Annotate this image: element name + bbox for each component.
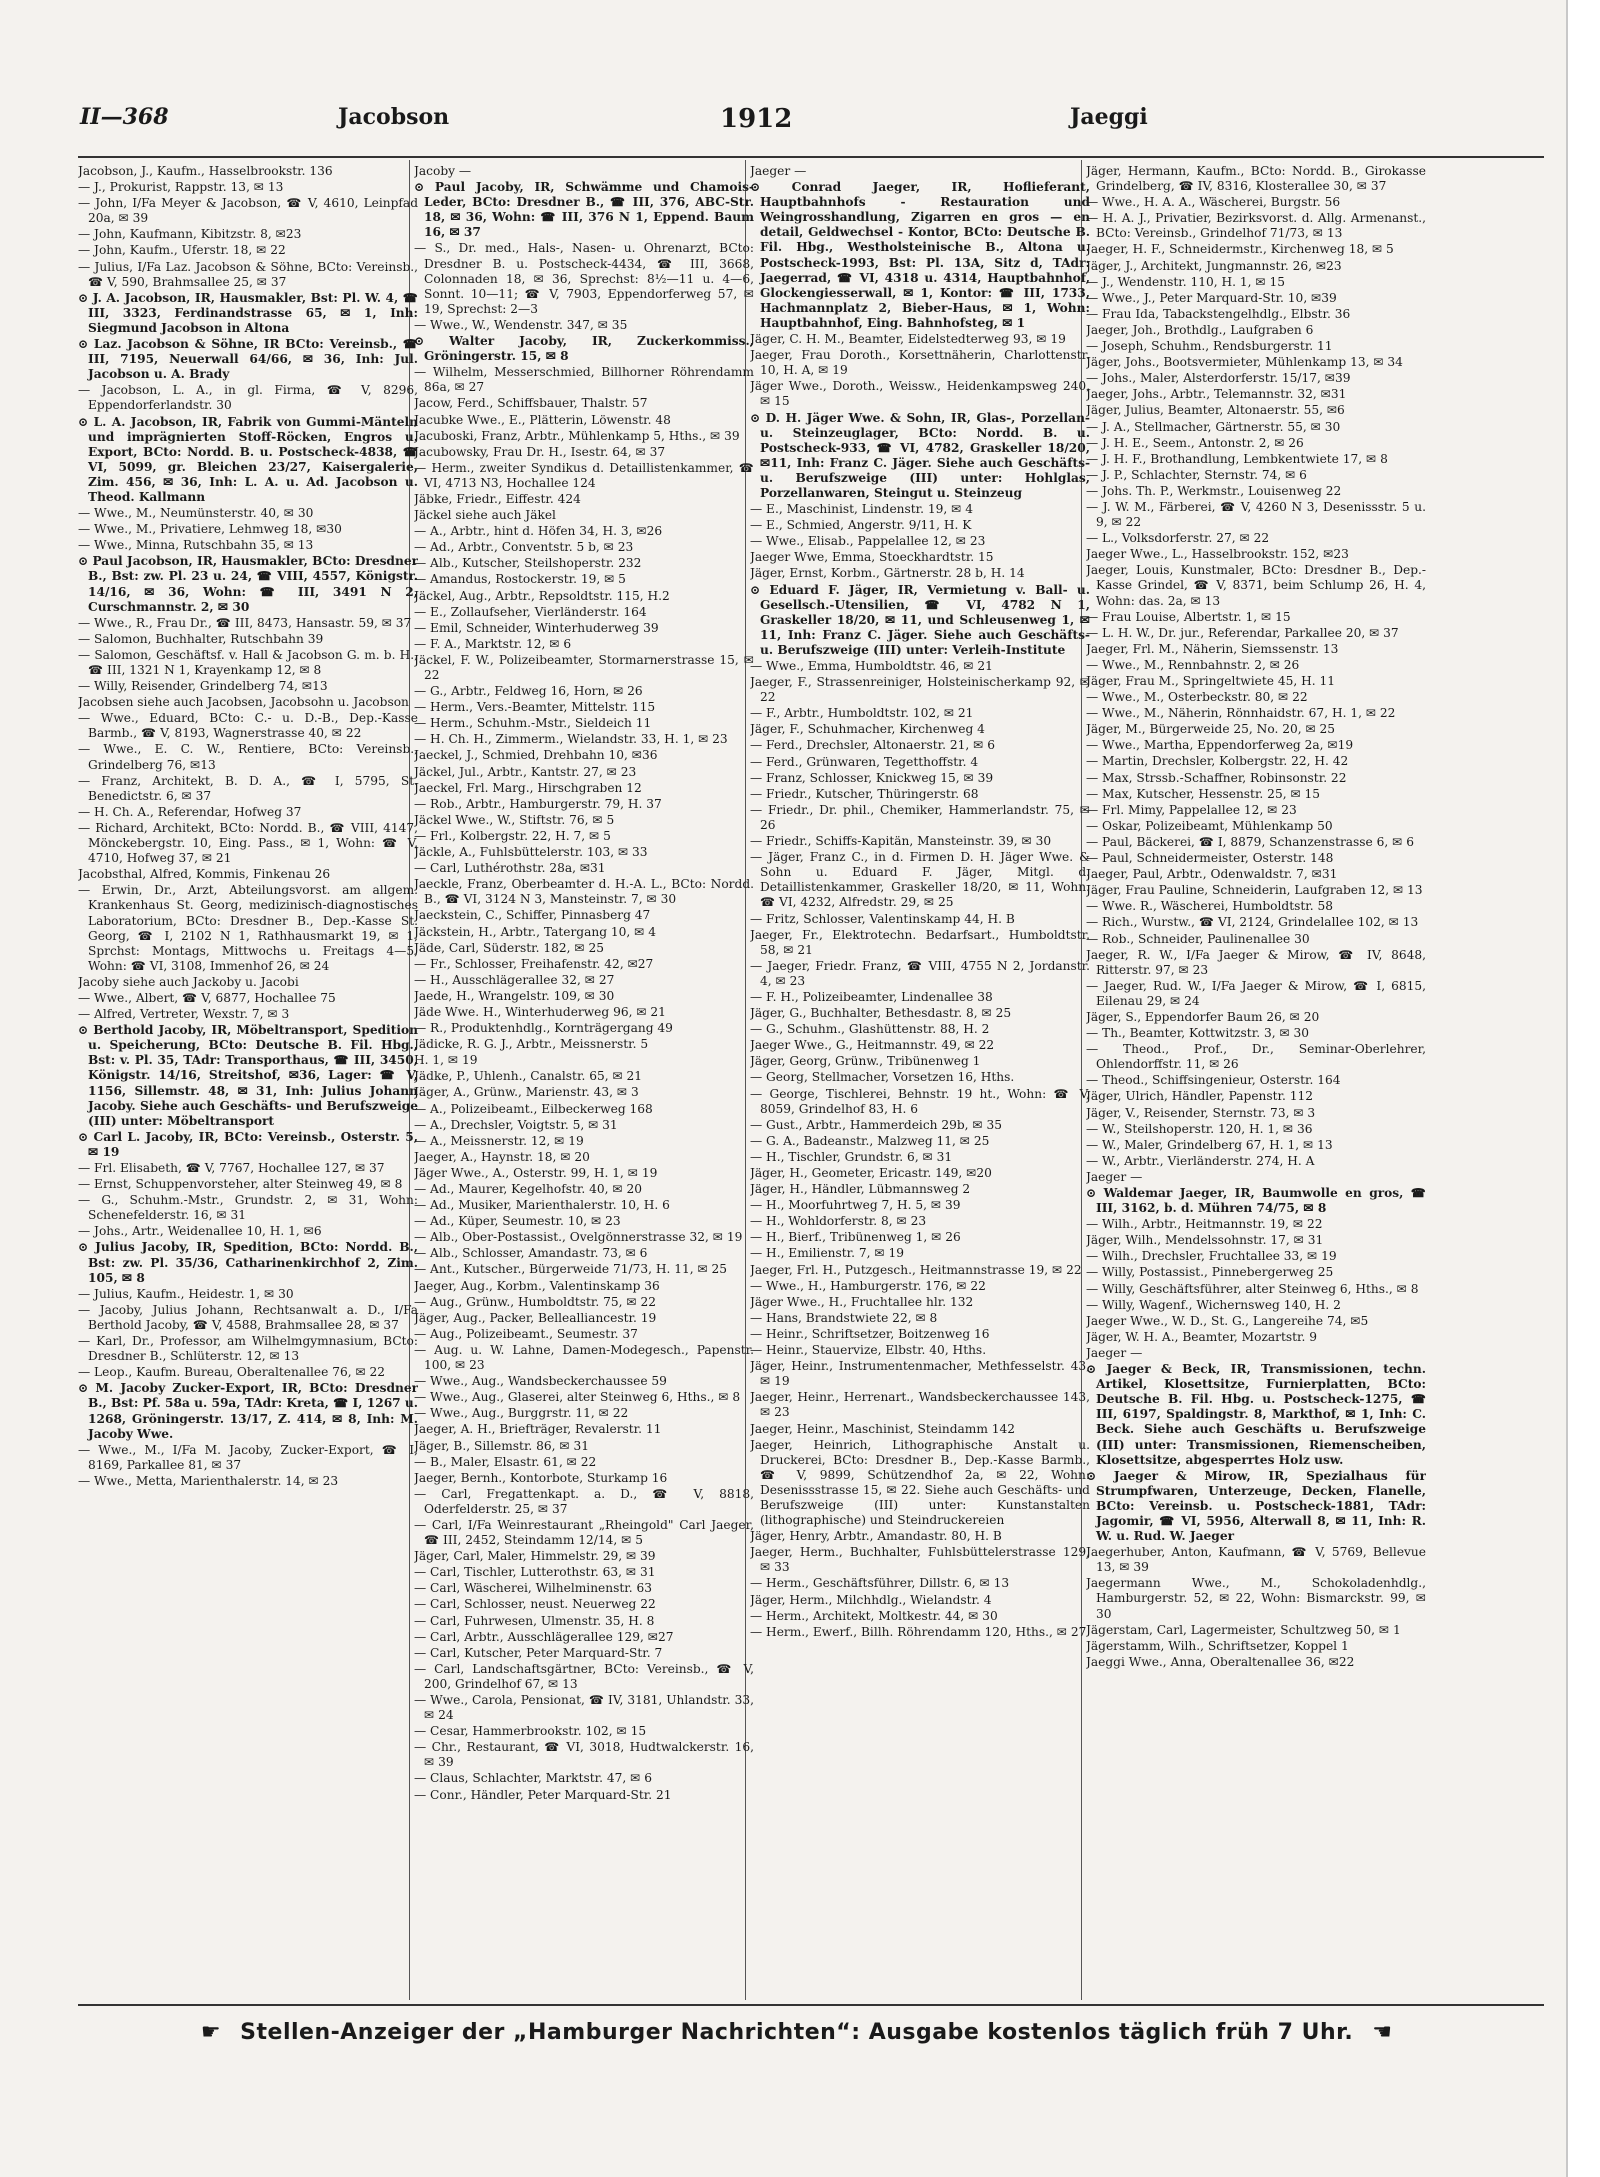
directory-entry: — Aug., Grünw., Humboldtstr. 75, ✉ 22 bbox=[414, 1294, 657, 1309]
directory-entry: — Cesar, Hammerbrookstr. 102, ✉ 15 bbox=[414, 1724, 647, 1739]
directory-entry: — Karl, Dr., Professor, am Wilhelmgymnasium, BCto: Dresdner B., Schlüterstr. 12, ✉ 13 bbox=[78, 1334, 418, 1364]
directory-entry: — A., Drechsler, Voigtstr. 5, ✉ 31 bbox=[414, 1117, 618, 1132]
directory-entry: — W., Arbtr., Vierländerstr. 274, H. A bbox=[1086, 1153, 1315, 1168]
directory-entry: — Joseph, Schuhm., Rendsburgerstr. 11 bbox=[1086, 339, 1333, 354]
directory-entry: Jacoby siehe auch Jackoby u. Jacobi bbox=[78, 974, 299, 989]
directory-entry: — Willy, Wagenf., Wichernsweg 140, H. 2 bbox=[1086, 1297, 1341, 1312]
directory-entry: — Ernst, Schuppenvorsteher, alter Steinweg 49, ✉ 8 bbox=[78, 1177, 403, 1192]
directory-entry: — Gust., Arbtr., Hammerdeich 29b, ✉ 35 bbox=[750, 1117, 1003, 1132]
directory-entry: Jacoby — bbox=[414, 164, 472, 178]
directory-entry: — Wwe., M., Osterbeckstr. 80, ✉ 22 bbox=[1086, 690, 1308, 705]
directory-entry: — R., Produktenhdlg., Kornträgergang 49 bbox=[414, 1021, 673, 1036]
directory-entry: — Heinr., Schriftsetzer, Boitzenweg 16 bbox=[750, 1326, 990, 1341]
directory-entry: — Julius, Kaufm., Heidestr. 1, ✉ 30 bbox=[78, 1286, 294, 1301]
directory-entry: ⊙ Laz. Jacobson & Söhne, IR BCto: Vereinsb., ☎ III, 7195, Neuerwall 64/66, ✉ 36, Inh: Jul. Jacobson u. A. Brady bbox=[78, 337, 418, 382]
directory-entry: — Frau Ida, Tabackstengelhdlg., Elbstr. 36 bbox=[1086, 306, 1351, 321]
directory-entry: Jäger, Wilh., Mendelssohnstr. 17, ✉ 31 bbox=[1086, 1233, 1324, 1248]
directory-entry: Jaeger, R. W., I/Fa Jaeger & Mirow, ☎ IV, 8648, Ritterstr. 97, ✉ 23 bbox=[1086, 947, 1426, 977]
directory-entry: — Wwe., M., Rennbahnstr. 2, ✉ 26 bbox=[1086, 657, 1300, 672]
directory-entry: — H., Bierf., Tribünenweg 1, ✉ 26 bbox=[750, 1230, 961, 1245]
directory-entry: Jäckstein, H., Arbtr., Tatergang 10, ✉ 4 bbox=[414, 924, 656, 939]
directory-entry: — Carl, Luthérothstr. 28a, ✉31 bbox=[414, 861, 606, 876]
directory-entry: — Ant., Kutscher., Bürgerweide 71/73, H. 11, ✉ 25 bbox=[414, 1262, 728, 1277]
directory-entry: ⊙ Conrad Jaeger, IR, Hoflieferant, Hauptbahnhofs - Restauration und Weingrosshandlung, Zigarren en gros — en detail, Geldwechsel - Kontor, BCto: Deutsche B. Fil. Hbg., Westholsteinische B., Altona u. Postscheck-1993, Bst: Pl. 13A, Sitz d, TAdr: Jaegerrad, ☎ VI, 4318 u. 4314, Hauptbahnhof, Glockengiesserwall, ✉ 1, Kontor: ☎ III, 1733, Hachmannplatz 2, Bieber-Haus, ✉ 1, Wohn: Hauptbahnhof, Eing. Bahnhofsteg, ✉ 1 bbox=[750, 180, 1090, 330]
directory-entry: — Martin, Drechsler, Kolbergstr. 22, H. 42 bbox=[1086, 754, 1349, 769]
directory-entry: ⊙ Eduard F. Jäger, IR, Vermietung v. Ball- u. Gesellsch.-Utensilien, ☎ VI, 4782 N 1, Graskeller 18/20, ✉ 11, und Schleusenweg 1, ✉ 11, Inh: Franz C. Jäger. Siehe auch Geschäfts- u. Berufszweige (III) unter: Verleih-Institute bbox=[750, 582, 1090, 657]
directory-entry: — Wwe., Metta, Marienthalerstr. 14, ✉ 23 bbox=[78, 1473, 339, 1488]
header-rule bbox=[78, 156, 1544, 158]
directory-entry: — Wwe., Minna, Rutschbahn 35, ✉ 13 bbox=[78, 538, 314, 553]
directory-entry: — Julius, I/Fa Laz. Jacobson & Söhne, BCto: Vereinsb., ☎ V, 590, Brahmsallee 25, ✉ 37 bbox=[78, 259, 418, 289]
directory-entry: Jägerstam, Carl, Lagermeister, Schultzweg 50, ✉ 1 bbox=[1086, 1622, 1401, 1637]
directory-entry: — Franz, Schlosser, Knickweg 15, ✉ 39 bbox=[750, 770, 994, 785]
last-name-heading: Jaeggi bbox=[1070, 104, 1148, 130]
directory-entry: — Fr., Schlosser, Freihafenstr. 42, ✉27 bbox=[414, 956, 654, 971]
directory-entry: — Claus, Schlachter, Marktstr. 47, ✉ 6 bbox=[414, 1771, 652, 1786]
directory-entry: — Paul, Schneidermeister, Osterstr. 148 bbox=[1086, 851, 1334, 866]
directory-entry: — Carl, Schlosser, neust. Neuerweg 22 bbox=[414, 1597, 656, 1612]
directory-entry: Jäger, H., Geometer, Ericastr. 149, ✉20 bbox=[750, 1166, 992, 1180]
directory-entry: ⊙ Paul Jacoby, IR, Schwämme und Chamois-Leder, BCto: Dresdner B., ☎ III, 376, ABC-Str. 18, ✉ 36, Wohn: ☎ III, 376 N 1, Eppend. Baum 16, ✉ 37 bbox=[414, 180, 754, 240]
directory-entry: — Willy, Postassist., Pinnebergerweg 25 bbox=[1086, 1265, 1334, 1280]
directory-entry: Jäger, Frau Pauline, Schneiderin, Laufgraben 12, ✉ 13 bbox=[1086, 883, 1423, 898]
footer-rule bbox=[78, 2004, 1544, 2006]
directory-entry: Jaeckel, Frl. Marg., Hirschgraben 12 bbox=[414, 780, 642, 795]
pointing-hand-right-icon: ☛ bbox=[200, 2020, 222, 2045]
directory-entry: Jacuboski, Franz, Arbtr., Mühlenkamp 5, Hths., ✉ 39 bbox=[414, 428, 740, 443]
directory-column-4 bbox=[1086, 164, 1426, 1994]
directory-entry: ⊙ M. Jacoby Zucker-Export, IR, BCto: Dresdner B., Bst: Pf. 58a u. 59a, TAdr: Kreta, ☎ I, 1267 u. 1268, Gröningerstr. 13/17, Z. 414, ✉ 8, Inh: M. Jacoby Wwe. bbox=[78, 1381, 418, 1441]
directory-entry: — Wwe., Albert, ☎ V, 6877, Hochallee 75 bbox=[78, 990, 336, 1005]
directory-entry: Jäger Wwe., Doroth., Weissw., Heidenkampsweg 240, ✉ 15 bbox=[750, 379, 1090, 409]
directory-entry: Jädicke, R. G. J., Arbtr., Meissnerstr. 5 bbox=[414, 1037, 649, 1052]
directory-entry: Jacubke Wwe., E., Plätterin, Löwenstr. 48 bbox=[414, 412, 671, 427]
directory-entry: Jaegerhuber, Anton, Kaufmann, ☎ V, 5769, Bellevue 13, ✉ 39 bbox=[1086, 1545, 1426, 1575]
directory-entry: — A., Meissnerstr. 12, ✉ 19 bbox=[414, 1133, 584, 1148]
directory-entry: — Erwin, Dr., Arzt, Abteilungsvorst. am allgem. Krankenhaus St. Georg, medizinisch-diagnostisches Laboratorium, BCto: Dresdner B., Dep.-Kasse St. Georg, ☎ I, 2102 N 1, Rathhausmarkt 19, ✉ 1, Sprchst: Montags, Mittwochs u. Freitags 4—5, Wohn: ☎ VI, 3108, Immenhof 26, ✉ 24 bbox=[78, 883, 418, 973]
directory-entry: — Rob., Arbtr., Hamburgerstr. 79, H. 37 bbox=[414, 796, 662, 811]
directory-entry: — Conr., Händler, Peter Marquard-Str. 21 bbox=[414, 1787, 672, 1802]
directory-entry: — Max, Strssb.-Schaffner, Robinsonstr. 22 bbox=[1086, 770, 1347, 785]
directory-entry: — F. A., Marktstr. 12, ✉ 6 bbox=[414, 636, 572, 651]
directory-entry: — Johs., Artr., Weidenallee 10, H. 1, ✉6 bbox=[78, 1224, 322, 1239]
directory-entry: ⊙ L. A. Jacobson, IR, Fabrik von Gummi-Mänteln und imprägnierten Stoff-Röcken, Engros u. Export, BCto: Nordd. B. u. Postscheck-4838, ☎ VI, 5099, gr. Bleichen 23/27, Kaisergalerie, Zim. 456, ✉ 36, Inh: L. A. u. Ad. Jacobson u. Theod. Kallmann bbox=[78, 414, 418, 504]
directory-entry: — Carl, Fuhrwesen, Ulmenstr. 35, H. 8 bbox=[414, 1613, 655, 1628]
directory-entry: Jaeger, F., Strassenreiniger, Holsteinischerkamp 92, ✉ 22 bbox=[750, 675, 1090, 705]
directory-entry: — Willy, Reisender, Grindelberg 74, ✉13 bbox=[78, 679, 328, 694]
directory-entry: — Wilh., Drechsler, Fruchtallee 33, ✉ 19 bbox=[1086, 1249, 1337, 1264]
directory-entry: — Jäger, Franz C., in d. Firmen D. H. Jäger Wwe. & Sohn u. Eduard F. Jäger, Mitgl. d. Detaillistenkammer, Graskeller 18/20, ✉ 11, Wohn. ☎ VI, 4232, Alfredstr. 29, ✉ 25 bbox=[750, 850, 1090, 910]
directory-entry: — Wwe., Aug., Burggrstr. 11, ✉ 22 bbox=[414, 1406, 629, 1421]
directory-entry: — Wwe., H. A. A., Wäscherei, Burgstr. 56 bbox=[1086, 195, 1341, 210]
directory-entry: — Wilhelm, Messerschmied, Billhorner Röhrendamm 86a, ✉ 27 bbox=[414, 365, 754, 395]
directory-entry: Jäger, Carl, Maler, Himmelstr. 29, ✉ 39 bbox=[414, 1549, 656, 1564]
directory-entry: — Hans, Brandstwiete 22, ✉ 8 bbox=[750, 1310, 938, 1325]
directory-entry: — Ferd., Grünwaren, Tegetthoffstr. 4 bbox=[750, 754, 979, 769]
directory-entry: — E., Maschinist, Lindenstr. 19, ✉ 4 bbox=[750, 502, 973, 517]
directory-entry: — Ad., Küper, Seumestr. 10, ✉ 23 bbox=[414, 1214, 621, 1229]
directory-entry: Jäger, F., Schuhmacher, Kirchenweg 4 bbox=[750, 722, 985, 737]
directory-entry: Jäger, Julius, Beamter, Altonaerstr. 55, ✉6 bbox=[1086, 403, 1345, 418]
directory-entry: Jäger Wwe., H., Fruchtallee hlr. 132 bbox=[750, 1294, 974, 1309]
directory-entry: — Franz, Architekt, B. D. A., ☎ I, 5795, St. Benedictstr. 6, ✉ 37 bbox=[78, 773, 418, 803]
directory-entry: Jacobsen siehe auch Jacobsen, Jacobsohn u. Jacobson bbox=[78, 695, 409, 710]
directory-entry: — Wwe., Eduard, BCto: C.- u. D.-B., Dep.-Kasse Barmb., ☎ V, 8193, Wagnerstrasse 40, ✉ 22 bbox=[78, 711, 418, 741]
directory-entry: — Johs., Maler, Alsterdorferstr. 15/17, ✉39 bbox=[1086, 371, 1351, 386]
directory-entry: Jäger, V., Reisender, Sternstr. 73, ✉ 3 bbox=[1086, 1105, 1316, 1120]
directory-entry: — Wwe., M., Privatiere, Lehmweg 18, ✉30 bbox=[78, 522, 342, 537]
directory-entry: Jaeger, Bernh., Kontorbote, Sturkamp 16 bbox=[414, 1470, 668, 1485]
directory-entry: — E., Zollaufseher, Vierländerstr. 164 bbox=[414, 604, 647, 619]
directory-entry: — H., Moorfuhrtweg 7, H. 5, ✉ 39 bbox=[750, 1198, 961, 1213]
directory-entry: Jaeger, Fr., Elektrotechn. Bedarfsart., Humboldtstr. 58, ✉ 21 bbox=[750, 927, 1090, 957]
directory-entry: — Alb., Ober-Postassist., Ovelgönnerstrasse 32, ✉ 19 bbox=[414, 1230, 743, 1245]
directory-entry: Jäger, Herm., Milchhdlg., Wielandstr. 4 bbox=[750, 1592, 992, 1607]
directory-entry: — Wwe., R., Frau Dr., ☎ III, 8473, Hansastr. 59, ✉ 37 bbox=[78, 615, 412, 630]
directory-entry: Jäger, Frau M., Springeltwiete 45, H. 11 bbox=[1086, 674, 1335, 688]
directory-entry: — Wwe. R., Wäscherei, Humboldtstr. 58 bbox=[1086, 899, 1334, 914]
directory-entry: — Fritz, Schlosser, Valentinskamp 44, H. B bbox=[750, 911, 1015, 926]
directory-entry: ⊙ Berthold Jacoby, IR, Möbeltransport, Spedition u. Speicherung, BCto: Deutsche B. Fil. Hbg., Bst: v. Pl. 35, TAdr: Transporthaus, ☎ III, 3450, Königstr. 14/16, Streitshof, ✉36, Lager: ☎ V, 1156, Sillemstr. 48, ✉ 31, Inh: Julius Johann Jacoby. Siehe auch Geschäfts- und Berufszweige (III) unter: Möbeltransport bbox=[78, 1023, 418, 1128]
directory-entry: — Herm., Geschäftsführer, Dillstr. 6, ✉ 13 bbox=[750, 1576, 1010, 1591]
directory-entry: Jägerstamm, Wilh., Schriftsetzer, Koppel 1 bbox=[1086, 1638, 1349, 1653]
directory-entry: ⊙ J. A. Jacobson, IR, Hausmakler, Bst: Pl. W. 4, ☎ III, 3323, Ferdinandstrasse 65, ✉ 1, Inh: Siegmund Jacobson in Altona bbox=[78, 290, 418, 335]
directory-entry: Jäger Wwe., A., Osterstr. 99, H. 1, ✉ 19 bbox=[414, 1165, 658, 1180]
directory-entry: Jaeger Wwe., G., Heitmannstr. 49, ✉ 22 bbox=[750, 1038, 995, 1053]
directory-entry: Jäger, Georg, Grünw., Tribünenweg 1 bbox=[750, 1054, 981, 1069]
directory-entry: — Rob., Schneider, Paulinenallee 30 bbox=[1086, 931, 1310, 946]
directory-entry: — Wwe., Aug., Wandsbeckerchaussee 59 bbox=[414, 1374, 667, 1389]
directory-entry: — H., Ausschlägerallee 32, ✉ 27 bbox=[414, 972, 615, 987]
directory-entry: — Herm., Architekt, Moltkestr. 44, ✉ 30 bbox=[750, 1608, 998, 1623]
pointing-hand-left-icon: ☚ bbox=[1372, 2020, 1393, 2045]
directory-entry: Jäckel Wwe., W., Stiftstr. 76, ✉ 5 bbox=[414, 812, 615, 827]
directory-entry: — Wwe., M., I/Fa M. Jacoby, Zucker-Export, ☎ I, 8169, Parkallee 81, ✉ 37 bbox=[78, 1442, 418, 1472]
directory-entry: — Ad., Maurer, Kegelhofstr. 40, ✉ 20 bbox=[414, 1182, 642, 1196]
directory-entry: Jaeckle, Franz, Oberbeamter d. H.-A. L., BCto: Nordd. B., ☎ VI, 3124 N 3, Mansteinstr. 7, ✉ 30 bbox=[414, 877, 754, 907]
directory-entry: Jacobsthal, Alfred, Kommis, Finkenau 26 bbox=[78, 867, 331, 882]
directory-entry: — Georg, Stellmacher, Vorsetzen 16, Hths. bbox=[750, 1070, 1015, 1085]
directory-entry: ⊙ Waldemar Jaeger, IR, Baumwolle en gros, ☎ III, 3162, b. d. Mühren 74/75, ✉ 8 bbox=[1086, 1186, 1426, 1216]
directory-entry: — Wilh., Arbtr., Heitmannstr. 19, ✉ 22 bbox=[1086, 1217, 1323, 1232]
directory-entry: — Friedr., Schiffs-Kapitän, Mansteinstr. 39, ✉ 30 bbox=[750, 834, 1052, 849]
directory-entry: — L. H. W., Dr. jur., Referendar, Parkallee 20, ✉ 37 bbox=[1086, 625, 1399, 640]
directory-entry: Jaede, H., Wrangelstr. 109, ✉ 30 bbox=[414, 988, 615, 1003]
directory-entry: Jacow, Ferd., Schiffsbauer, Thalstr. 57 bbox=[414, 396, 648, 411]
directory-entry: — Frl., Kolbergstr. 22, H. 7, ✉ 5 bbox=[414, 828, 611, 843]
directory-entry: Jäger, Ulrich, Händler, Papenstr. 112 bbox=[1086, 1089, 1314, 1104]
directory-entry: — Carl, Landschaftsgärtner, BCto: Vereinsb., ☎ V, 200, Grindelhof 67, ✉ 13 bbox=[414, 1661, 754, 1691]
directory-entry: ⊙ Walter Jacoby, IR, Zuckerkommiss., Gröningerstr. 15, ✉ 8 bbox=[414, 334, 754, 364]
directory-entry: — Aug., Polizeibeamt., Seumestr. 37 bbox=[414, 1326, 638, 1341]
directory-entry: — Wwe., M., Neumünsterstr. 40, ✉ 30 bbox=[78, 506, 314, 521]
directory-entry: Jaeger, Herm., Buchhalter, Fuhlsbüttelerstrasse 129, ✉ 33 bbox=[750, 1545, 1090, 1575]
directory-entry: — J., Wendenstr. 110, H. 1, ✉ 15 bbox=[1086, 274, 1285, 289]
directory-entry: — A., Arbtr., hint d. Höfen 34, H. 3, ✉26 bbox=[414, 524, 663, 539]
directory-entry: Jäde, Carl, Süderstr. 182, ✉ 25 bbox=[414, 940, 605, 955]
directory-entry: — J. P., Schlachter, Sternstr. 74, ✉ 6 bbox=[1086, 467, 1307, 482]
directory-entry: — Herm., zweiter Syndikus d. Detaillistenkammer, ☎ VI, 4713 N3, Hochallee 124 bbox=[414, 460, 754, 490]
first-name-heading: Jacobson bbox=[338, 104, 450, 130]
directory-entry: — Carl, Tischler, Lutterothstr. 63, ✉ 31 bbox=[414, 1565, 656, 1580]
advert-text: Stellen-Anzeiger der „Hamburger Nachrichten“: Ausgabe kostenlos täglich früh 7 Uhr. bbox=[240, 2020, 1354, 2045]
directory-entry: Jaeger, H. F., Schneidermstr., Kirchenweg 18, ✉ 5 bbox=[1086, 242, 1394, 257]
directory-entry: — H. Ch. H., Zimmerm., Wielandstr. 33, H. 1, ✉ 23 bbox=[414, 732, 728, 747]
directory-entry: — Ad., Musiker, Marienthalerstr. 10, H. 6 bbox=[414, 1198, 670, 1213]
directory-entry: — F. H., Polizeibeamter, Lindenallee 38 bbox=[750, 989, 993, 1004]
directory-entry: Jaeger, Joh., Brothdlg., Laufgraben 6 bbox=[1086, 322, 1314, 337]
directory-entry: — Herm., Vers.-Beamter, Mittelstr. 115 bbox=[414, 700, 656, 715]
directory-entry: Jaeger, Johs., Arbtr., Telemannstr. 32, ✉31 bbox=[1086, 387, 1347, 402]
directory-entry: Jaeger — bbox=[750, 164, 807, 178]
directory-entry: — J., Prokurist, Rappstr. 13, ✉ 13 bbox=[78, 180, 284, 195]
directory-entry: Jäger, J., Architekt, Jungmannstr. 26, ✉23 bbox=[1086, 258, 1342, 273]
directory-entry: — Carl, I/Fa Weinrestaurant „Rheingold" Carl Jaeger, ☎ III, 2452, Steindamm 12/14, ✉ 5 bbox=[414, 1517, 754, 1548]
directory-entry: Jäger, M., Bürgerweide 25, No. 20, ✉ 25 bbox=[1086, 722, 1336, 737]
directory-entry: — Rich., Wurstw., ☎ VI, 2124, Grindelallee 102, ✉ 13 bbox=[1086, 915, 1419, 930]
directory-entry: ⊙ Paul Jacobson, IR, Hausmakler, BCto: Dresdner B., Bst: zw. Pl. 23 u. 24, ☎ VIII, 4557, Königstr. 14/16, ✉ 36, Wohn: ☎ III, 3491 N 2, Curschmannstr. 2, ✉ 30 bbox=[78, 554, 418, 614]
directory-entry: — J. A., Stellmacher, Gärtnerstr. 55, ✉ 30 bbox=[1086, 419, 1341, 434]
directory-entry: — Amandus, Rostockerstr. 19, ✉ 5 bbox=[414, 572, 626, 587]
directory-entry: Jädke, P., Uhlenh., Canalstr. 65, ✉ 21 bbox=[414, 1069, 643, 1084]
directory-entry: Jaeger, Aug., Korbm., Valentinskamp 36 bbox=[414, 1278, 660, 1293]
directory-entry: Jacubowsky, Frau Dr. H., Isestr. 64, ✉ 37 bbox=[414, 444, 666, 459]
directory-column-3 bbox=[750, 164, 1090, 1994]
directory-entry: — W., Steilshoperstr. 120, H. 1, ✉ 36 bbox=[1086, 1121, 1313, 1136]
directory-entry: — G., Schuhm., Glashüttenstr. 88, H. 2 bbox=[750, 1022, 990, 1037]
directory-entry: — Paul, Bäckerei, ☎ I, 8879, Schanzenstrasse 6, ✉ 6 bbox=[1086, 834, 1414, 849]
directory-entry: — Aug. u. W. Lahne, Damen-Modegesch., Papenstr. 100, ✉ 23 bbox=[414, 1342, 754, 1373]
directory-entry: Jäger, Johs., Bootsvermieter, Mühlenkamp 13, ✉ 34 bbox=[1086, 355, 1403, 370]
directory-entry: Jäckel, Jul., Arbtr., Kantstr. 27, ✉ 23 bbox=[414, 764, 637, 779]
directory-entry: Jäde Wwe. H., Winterhuderweg 96, ✉ 21 bbox=[414, 1004, 666, 1019]
directory-entry: Jäger, Ernst, Korbm., Gärtnerstr. 28 b, H. 14 bbox=[750, 566, 1025, 581]
directory-entry: Jaeger, Frl. M., Näherin, Siemssenstr. 13 bbox=[1086, 641, 1339, 656]
directory-entry: — Max, Kutscher, Hessenstr. 25, ✉ 15 bbox=[1086, 786, 1321, 801]
directory-entry: — Johs. Th. P., Werkmstr., Louisenweg 22 bbox=[1086, 483, 1342, 498]
year-heading: 1912 bbox=[720, 104, 793, 134]
directory-entry: — Friedr., Dr. phil., Chemiker, Hammerlandstr. 75, ✉ 26 bbox=[750, 802, 1090, 832]
directory-entry: Jaeger, Louis, Kunstmaler, BCto: Dresdner B., Dep.-Kasse Grindel, ☎ V, 8371, beim Schlump 26, H. 4, Wohn: das. 2a, ✉ 13 bbox=[1086, 563, 1426, 608]
directory-entry: — Wwe., M., Näherin, Rönnhaidstr. 67, H. 1, ✉ 22 bbox=[1086, 706, 1396, 721]
directory-entry: Jaeger, Heinrich, Lithographische Anstalt u. Druckerei, BCto: Dresdner B., Dep.-Kasse Barmb., ☎ V, 9899, Schützendhof 2a, ✉ 22, Wohn: Desenissstrasse 15, ✉ 22. Siehe auch Geschäfts- und Berufszweige (III) unter: Kunstanstalten (lithographische) und Steindruckereien bbox=[750, 1437, 1090, 1528]
directory-entry: — A., Polizeibeamt., Eilbeckerweg 168 bbox=[414, 1101, 653, 1116]
directory-entry: — Alb., Kutscher, Steilshoperstr. 232 bbox=[414, 556, 642, 571]
directory-entry: — Wwe., H., Hamburgerstr. 176, ✉ 22 bbox=[750, 1278, 986, 1293]
directory-entry: — G., Arbtr., Feldweg 16, Horn, ✉ 26 bbox=[414, 684, 643, 699]
directory-entry: — Herm., Schuhm.-Mstr., Sieldeich 11 bbox=[414, 716, 652, 731]
directory-entry: — Frl. Mimy, Pappelallee 12, ✉ 23 bbox=[1086, 802, 1297, 817]
directory-entry: — Wwe., J., Peter Marquard-Str. 10, ✉39 bbox=[1086, 290, 1337, 305]
directory-entry: — Salomon, Geschäftsf. v. Hall & Jacobson G. m. b. H., ☎ III, 1321 N 1, Krayenkamp 12, ✉ 8 bbox=[78, 647, 418, 677]
directory-entry: Jäckel, Aug., Arbtr., Repsoldtstr. 115, H.2 bbox=[414, 588, 670, 603]
directory-entry: Jaeger, Paul, Arbtr., Odenwaldstr. 7, ✉31 bbox=[1086, 867, 1338, 882]
directory-entry: Jacobson, J., Kaufm., Hasselbrookstr. 136 bbox=[78, 164, 333, 178]
directory-entry: Jaeger — bbox=[1086, 1169, 1143, 1184]
directory-entry: Jaeger, A., Haynstr. 18, ✉ 20 bbox=[414, 1149, 590, 1164]
directory-entry: — S., Dr. med., Hals-, Nasen- u. Ohrenarzt, BCto: Dresdner B. u. Postscheck-4434, ☎ III, 3668, Colonnaden 18, ✉ 36, Sprechst: 8½—11 u. 4—6, Sonnt. 10—11; ☎ V, 7903, Eppendorferweg 57, ✉ 19, Sprechst: 2—3 bbox=[414, 241, 754, 316]
directory-entry: — F., Arbtr., Humboldtstr. 102, ✉ 21 bbox=[750, 706, 974, 721]
directory-entry: — Ad., Arbtr., Conventstr. 5 b, ✉ 23 bbox=[414, 540, 634, 555]
directory-entry: ⊙ Jaeger & Mirow, IR, Spezialhaus für Strumpfwaren, Unterzeuge, Decken, Flanelle, BCto: Vereinsb. u. Postscheck-1881, TAdr: Jagomir, ☎ VI, 5956, Alterwall 8, ✉ 11, Inh: R. W. u. Rud. W. Jaeger bbox=[1086, 1468, 1426, 1544]
directory-entry: — J. H. F., Brothandlung, Lembkentwiete 17, ✉ 8 bbox=[1086, 451, 1388, 466]
directory-entry: — Alfred, Vertreter, Wexstr. 7, ✉ 3 bbox=[78, 1007, 290, 1022]
directory-entry: Jäger, C. H. M., Beamter, Eidelstedterweg 93, ✉ 19 bbox=[750, 332, 1066, 347]
directory-entry: Jäckel siehe auch Jäkel bbox=[414, 508, 556, 523]
directory-entry: H. 1, ✉ 19 bbox=[414, 1053, 478, 1068]
directory-entry: Jäbke, Friedr., Eiffestr. 424 bbox=[414, 491, 581, 506]
directory-entry: — Friedr., Kutscher, Thüringerstr. 68 bbox=[750, 786, 979, 801]
directory-entry: Jaeger, Heinr., Maschinist, Steindamm 142 bbox=[750, 1421, 1016, 1436]
directory-entry: Jaeger Wwe., W. D., St. G., Langereihe 74, ✉5 bbox=[1086, 1313, 1369, 1328]
directory-entry: — H., Wohldorferstr. 8, ✉ 23 bbox=[750, 1214, 927, 1229]
directory-entry: — H., Emilienstr. 7, ✉ 19 bbox=[750, 1246, 905, 1261]
directory-entry: ⊙ Julius Jacoby, IR, Spedition, BCto: Nordd. B., Bst: zw. Pl. 35/36, Catharinenkirchhof 2, Zim. 105, ✉ 8 bbox=[78, 1240, 418, 1285]
directory-entry: — Wwe., Elisab., Pappelallee 12, ✉ 23 bbox=[750, 534, 986, 549]
advert-footer bbox=[190, 2020, 1450, 2045]
directory-entry: Jäckle, A., Fuhlsbüttelerstr. 103, ✉ 33 bbox=[414, 845, 648, 860]
directory-entry: — B., Maler, Elsastr. 61, ✉ 22 bbox=[414, 1454, 597, 1469]
directory-entry: Jäger, Hermann, Kaufm., BCto: Nordd. B., Girokasse Grindelberg, ☎ IV, 8316, Klosterallee 30, ✉ 37 bbox=[1086, 164, 1426, 194]
directory-entry: — John, I/Fa Meyer & Jacobson, ☎ V, 4610, Leinpfad 20a, ✉ 39 bbox=[78, 196, 418, 226]
directory-entry: — Alb., Schlosser, Amandastr. 73, ✉ 6 bbox=[414, 1246, 648, 1261]
directory-entry: Jäger, W. H. A., Beamter, Mozartstr. 9 bbox=[1086, 1329, 1318, 1344]
directory-entry: — Jaeger, Rud. W., I/Fa Jaeger & Mirow, ☎ I, 6815, Eilenau 29, ✉ 24 bbox=[1086, 978, 1426, 1008]
directory-entry: — E., Schmied, Angerstr. 9/11, H. K bbox=[750, 518, 972, 533]
directory-entry: Jaeckel, J., Schmied, Drehbahn 10, ✉36 bbox=[414, 748, 658, 763]
page-number: II—368 bbox=[80, 104, 169, 130]
directory-entry: — John, Kaufm., Uferstr. 18, ✉ 22 bbox=[78, 243, 286, 258]
page-header bbox=[80, 104, 1540, 140]
directory-entry: Jaegermann Wwe., M., Schokoladenhdlg., Hamburgerstr. 52, ✉ 22, Wohn: Bismarckstr. 99, ✉ 30 bbox=[1086, 1576, 1426, 1621]
directory-entry: — H., Tischler, Grundstr. 6, ✉ 31 bbox=[750, 1149, 953, 1164]
directory-entry: Jäger, S., Eppendorfer Baum 26, ✉ 20 bbox=[1086, 1009, 1320, 1024]
directory-entry: Jaeger Wwe., L., Hasselbrookstr. 152, ✉23 bbox=[1086, 547, 1349, 562]
directory-entry: — Frau Louise, Albertstr. 1, ✉ 15 bbox=[1086, 609, 1291, 624]
directory-entry: — L., Volksdorferstr. 27, ✉ 22 bbox=[1086, 531, 1270, 546]
directory-entry: — W., Maler, Grindelberg 67, H. 1, ✉ 13 bbox=[1086, 1137, 1333, 1152]
directory-entry: Jaeger, A. H., Briefträger, Revalerstr. 11 bbox=[414, 1422, 662, 1437]
directory-entry: Jaeckstein, C., Schiffer, Pinnasberg 47 bbox=[414, 908, 651, 923]
directory-entry: — Leop., Kaufm. Bureau, Oberaltenallee 76, ✉ 22 bbox=[78, 1365, 386, 1380]
directory-entry: — Theod., Prof., Dr., Seminar-Oberlehrer, Ohlendorffstr. 11, ✉ 26 bbox=[1086, 1042, 1426, 1072]
directory-entry: — Emil, Schneider, Winterhuderweg 39 bbox=[414, 620, 659, 635]
directory-entry: — Willy, Geschäftsführer, alter Steinweg 6, Hths., ✉ 8 bbox=[1086, 1281, 1419, 1296]
directory-column-1 bbox=[78, 164, 418, 1994]
directory-entry: — G., Schuhm.-Mstr., Grundstr. 2, ✉ 31, Wohn: Schenefelderstr. 16, ✉ 31 bbox=[78, 1193, 418, 1223]
directory-entry: Jäger, Heinr., Instrumentenmacher, Methfesselstr. 43, ✉ 19 bbox=[750, 1359, 1090, 1389]
directory-entry: — Richard, Architekt, BCto: Nordd. B., ☎ VIII, 4147, Mönckebergstr. 10, Eing. Pass., ✉ 1, Wohn: ☎ V, 4710, Hofweg 37, ✉ 21 bbox=[78, 820, 418, 866]
directory-entry: ⊙ D. H. Jäger Wwe. & Sohn, IR, Glas-, Porzellan- u. Steinzeuglager, BCto: Nordd. B. u. Postscheck-933, ☎ VI, 4782, Graskeller 18/20, ✉11, Inh: Franz C. Jäger. Siehe auch Geschäfts- u. Berufszweige (III) unter: Hohlglas, Porzellanwaren, Steingut u. Steinzeug bbox=[750, 410, 1090, 500]
directory-entry: Jaeger — bbox=[1086, 1345, 1143, 1360]
directory-entry: — Wwe., Emma, Humboldtstr. 46, ✉ 21 bbox=[750, 659, 993, 673]
directory-entry: Jäger, Aug., Packer, Bellealliancestr. 19 bbox=[414, 1310, 657, 1325]
directory-entry: Jaeger Wwe, Emma, Stoeckhardtstr. 15 bbox=[750, 550, 994, 565]
directory-entry: — Th., Beamter, Kottwitzstr. 3, ✉ 30 bbox=[1086, 1026, 1310, 1041]
directory-column-2 bbox=[414, 164, 754, 1994]
directory-entry: — H. Ch. A., Referendar, Hofweg 37 bbox=[78, 804, 302, 819]
directory-entry: — Theod., Schiffsingenieur, Osterstr. 164 bbox=[1086, 1073, 1341, 1088]
directory-entry: — John, Kaufmann, Kibitzstr. 8, ✉23 bbox=[78, 227, 302, 242]
directory-entry: ⊙ Jaeger & Beck, IR, Transmissionen, techn. Artikel, Klosettsitze, Furnierplatten, BCto: Deutsche B. Fil. Hbg. u. Postscheck-1275, ☎ III, 6197, Spaldingstr. 8, Markthof, ✉ 1, Inh: C. Beck. Siehe auch Geschäfts u. Berufszweige (III) unter: Transmissionen, Riemenscheiben, Klosettsitze, abgesperrtes Holz usw. bbox=[1086, 1362, 1426, 1467]
directory-entry: Jaeggi Wwe., Anna, Oberaltenallee 36, ✉22 bbox=[1086, 1654, 1355, 1669]
directory-entry: Jäger, G., Buchhalter, Bethesdastr. 8, ✉ 25 bbox=[750, 1006, 1012, 1021]
directory-entry: — Salomon, Buchhalter, Rutschbahn 39 bbox=[78, 631, 324, 646]
directory-entry: — Wwe., E. C. W., Rentiere, BCto: Vereinsb., Grindelberg 76, ✉13 bbox=[78, 742, 418, 772]
directory-entry: — J. W. M., Färberei, ☎ V, 4260 N 3, Desenissstr. 5 u. 9, ✉ 22 bbox=[1086, 499, 1426, 530]
directory-entry: — Carl, Fregattenkapt. a. D., ☎ V, 8818, Oderfelderstr. 25, ✉ 37 bbox=[414, 1486, 754, 1516]
directory-entry: — Carl, Wäscherei, Wilhelminenstr. 63 bbox=[414, 1581, 653, 1596]
directory-entry: Jäger, Henry, Arbtr., Amandastr. 80, H. B bbox=[750, 1529, 1002, 1544]
directory-entry: ⊙ Carl L. Jacoby, IR, BCto: Vereinsb., Osterstr. 5, ✉ 19 bbox=[78, 1129, 418, 1159]
directory-entry: — Oskar, Polizeibeamt, Mühlenkamp 50 bbox=[1086, 818, 1333, 833]
directory-entry: Jäger, A., Grünw., Marienstr. 43, ✉ 3 bbox=[414, 1085, 639, 1100]
directory-entry: Jaeger, Frl. H., Putzgesch., Heitmannstrasse 19, ✉ 22 bbox=[750, 1262, 1082, 1277]
directory-entry: — G. A., Badeanstr., Malzweg 11, ✉ 25 bbox=[750, 1133, 990, 1148]
directory-entry: — H. A. J., Privatier, Bezirksvorst. d. Allg. Armenanst., BCto: Vereinsb., Grindelhof 71/73, ✉ 13 bbox=[1086, 211, 1426, 241]
directory-entry: Jaeger, Frau Doroth., Korsettnäherin, Charlottenstr. 10, H. A, ✉ 19 bbox=[750, 348, 1090, 378]
directory-entry: — Wwe., W., Wendenstr. 347, ✉ 35 bbox=[414, 317, 628, 332]
directory-entry: Jäckel, F. W., Polizeibeamter, Stormarnerstrasse 15, ✉ 22 bbox=[414, 652, 754, 682]
directory-entry: — Chr., Restaurant, ☎ VI, 3018, Hudtwalckerstr. 16, ✉ 39 bbox=[414, 1740, 754, 1770]
directory-entry: — Jacobson, L. A., in gl. Firma, ☎ V, 8296, Eppendorferlandstr. 30 bbox=[78, 383, 418, 413]
directory-entry: — J. H. E., Seem., Antonstr. 2, ✉ 26 bbox=[1086, 435, 1304, 450]
directory-entry: — Wwe., Carola, Pensionat, ☎ IV, 3181, Uhlandstr. 33, ✉ 24 bbox=[414, 1693, 754, 1723]
directory-entry: — George, Tischlerei, Behnstr. 19 ht., Wohn: ☎ V, 8059, Grindelhof 83, H. 6 bbox=[750, 1086, 1090, 1116]
directory-entry: Jaeger, Heinr., Herrenart., Wandsbeckerchaussee 143, ✉ 23 bbox=[750, 1390, 1090, 1420]
directory-entry: — Frl. Elisabeth, ☎ V, 7767, Hochallee 127, ✉ 37 bbox=[78, 1161, 385, 1175]
directory-entry: — Herm., Ewerf., Billh. Röhrendamm 120, Hths., ✉ 27 bbox=[750, 1624, 1087, 1639]
directory-entry: — Ferd., Drechsler, Altonaerstr. 21, ✉ 6 bbox=[750, 738, 995, 753]
directory-entry: Jäger, H., Händler, Lübmannsweg 2 bbox=[750, 1182, 971, 1197]
directory-entry: — Heinr., Stauervize, Elbstr. 40, Hths. bbox=[750, 1343, 987, 1358]
directory-entry: Jäger, B., Sillemstr. 86, ✉ 31 bbox=[414, 1438, 590, 1453]
directory-entry: — Jaeger, Friedr. Franz, ☎ VIII, 4755 N 2, Jordanstr. 4, ✉ 23 bbox=[750, 958, 1090, 988]
directory-entry: — Wwe., Aug., Glaserei, alter Steinweg 6, Hths., ✉ 8 bbox=[414, 1390, 741, 1405]
scan-right-edge bbox=[1566, 0, 1600, 2177]
directory-entry: — Carl, Arbtr., Ausschlägerallee 129, ✉27 bbox=[414, 1629, 674, 1644]
directory-entry: — Wwe., Martha, Eppendorferweg 2a, ✉19 bbox=[1086, 738, 1354, 753]
directory-entry: — Jacoby, Julius Johann, Rechtsanwalt a. D., I/Fa Berthold Jacoby, ☎ V, 4588, Brahmsallee 28, ✉ 37 bbox=[78, 1302, 418, 1332]
directory-entry: — Carl, Kutscher, Peter Marquard-Str. 7 bbox=[414, 1645, 663, 1660]
